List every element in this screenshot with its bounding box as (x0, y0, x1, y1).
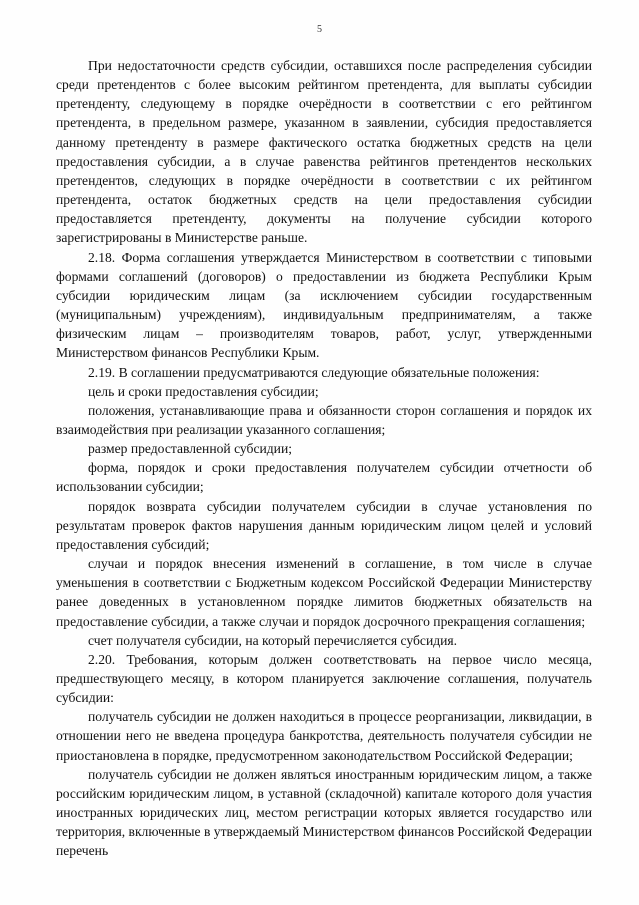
paragraph-2-19: 2.19. В соглашении предусматриваются следующие обязательные положения: (88, 364, 540, 380)
list-item-rights-obligations: положения, устанавливающие права и обязанности сторон соглашения и порядок их взаимодействия при реализации указанного соглашения; (56, 402, 592, 437)
list-item-subsidy-amount: размер предоставленной субсидии; (88, 441, 293, 457)
list-item-purpose-terms: цель и сроки предоставления субсидии; (88, 383, 319, 399)
list-item-no-reorganization: получатель субсидии не должен находиться в процессе реорганизации, ликвидации, в отношении него не введена процедура банкротства, деятельность получателя субсидии не приостановлена в порядке, предусмотренном законодательством Российской Федерации; (56, 709, 592, 763)
list-item-reporting: форма, порядок и сроки предоставления получателем субсидии отчетности об использовании субсидии; (56, 460, 592, 495)
paragraph-subsidy-shortfall: При недостаточности средств субсидии, оставшихся после распределения субсидии среди претендентов с более высоким рейтингом претендента, для выплаты субсидии претенденту, следующему в порядке очерёдности в соответствии с его рейтингом претендента, в предельном размере, указанном в заявлении, субсидия предоставляется данному претенденту в размере фактического остатка бюджетных средств на цели предоставления субсидии, а в случае равенства рейтингов претендентов нескольких претендентов, следующих в порядке очерёдности в соответствии с их рейтингом претендента, остаток бюджетных средств на цели предоставления субсидии предоставляется претенденту, документы на получение субсидии которого зарегистрированы в Министерстве раньше. (56, 58, 592, 246)
list-item-account: счет получателя субсидии, на который перечисляется субсидия. (88, 632, 458, 648)
page-number: 5 (317, 24, 322, 35)
list-item-amendments: случаи и порядок внесения изменений в соглашение, в том числе в случае уменьшения в соответствии с Бюджетным кодексом Российской Федерации Министерству ранее доведенных в установленном порядке лимитов бюджетных обязательств на предоставление субсидии, а также случаи и порядок досрочного прекращения соглашения; (56, 556, 592, 629)
list-item-not-foreign: получатель субсидии не должен являться иностранным юридическим лицом, а также российским юридическим лицом, в уставной (складочной) капитале которого доля участия иностранных юридических лиц, местом регистрации которых является государство или территория, включенные в утверждаемый Министерством финансов Российской Федерации перечень (56, 766, 592, 859)
list-item-refund: порядок возврата субсидии получателем субсидии в случае установления по результатам проверок фактов нарушения данным юридическим лицом целей и условий предоставления субсидий; (56, 498, 592, 552)
paragraph-2-20: 2.20. Требования, которым должен соответствовать на первое число месяца, предшествующего месяцу, в котором планируется заключение соглашения, получатель субсидии: (56, 651, 592, 706)
document-body (56, 56, 592, 861)
paragraph-2-18: 2.18. Форма соглашения утверждается Министерством в соответствии с типовыми формами соглашений (договоров) о предоставлении из бюджета Республики Крым субсидии юридическим лицам (за исключением субсидии государственным (муниципальным) учреждениям), индивидуальным предпринимателям, а также физическим лицам – производителям товаров, работ, услуг, утвержденными Министерством финансов Республики Крым. (56, 249, 592, 361)
